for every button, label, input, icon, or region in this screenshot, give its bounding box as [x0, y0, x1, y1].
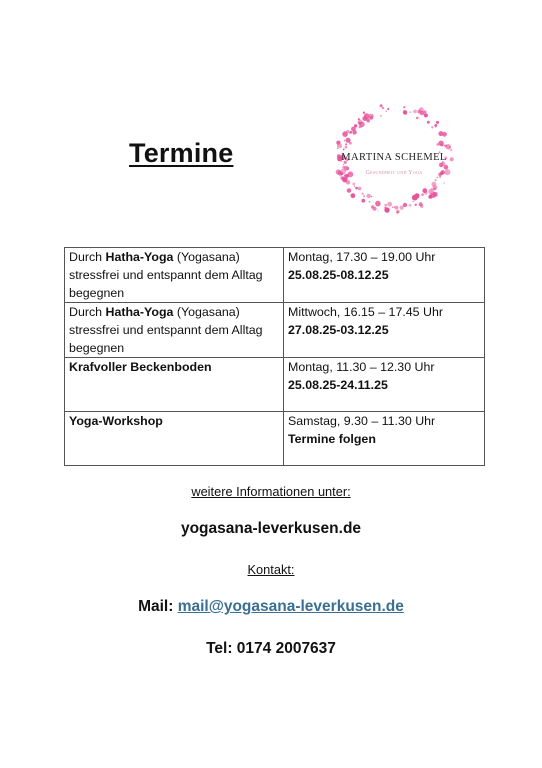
- logo-dot: [354, 186, 355, 187]
- logo-dot: [377, 210, 378, 211]
- logo-dot: [435, 179, 437, 181]
- logo-dot: [386, 111, 387, 112]
- info-label: weitere Informationen unter:: [191, 484, 351, 499]
- logo-dot: [443, 182, 445, 184]
- logo-dot: [387, 108, 389, 110]
- logo-dot: [434, 124, 437, 127]
- logo-dot: [424, 113, 428, 117]
- phone-number: Tel: 0174 2007637: [206, 640, 336, 657]
- logo-dot: [359, 127, 361, 129]
- logo-dot: [358, 187, 362, 191]
- logo-dot: [394, 206, 396, 208]
- table-row: [65, 358, 485, 412]
- course-name: Hatha-Yoga: [105, 250, 174, 264]
- course-cell: [65, 248, 284, 303]
- time-cell: [284, 303, 485, 358]
- logo-dot: [392, 206, 394, 208]
- logo-dot: [421, 193, 424, 196]
- logo-dot: [367, 121, 368, 122]
- logo-dot: [369, 201, 371, 203]
- logo-dot: [375, 201, 381, 207]
- course-text: Durch: [69, 250, 106, 264]
- logo-dot: [403, 106, 405, 108]
- logo-dot: [410, 111, 412, 113]
- logo-dot: [438, 141, 443, 146]
- logo-dot: [449, 146, 451, 148]
- logo-dot: [382, 107, 384, 109]
- course-cell: [65, 412, 284, 466]
- logo-dot: [337, 148, 339, 150]
- logo-dot: [358, 118, 360, 120]
- course-dates: Termine folgen: [288, 432, 376, 446]
- logo-dot: [414, 193, 419, 198]
- logo-dot: [384, 207, 386, 209]
- logo-dot: [342, 131, 348, 137]
- table-row: [65, 248, 485, 303]
- logo-dot: [380, 115, 382, 117]
- logo-dot: [367, 194, 371, 198]
- logo-dot: [352, 130, 356, 134]
- logo-dot: [351, 193, 356, 198]
- logo-dot: [436, 143, 439, 146]
- logo-name: MARTINA SCHEMEL: [341, 152, 447, 163]
- logo-dot: [431, 182, 436, 187]
- logo-dot: [359, 122, 365, 128]
- logo-dot: [419, 202, 423, 206]
- logo-dot: [396, 211, 398, 213]
- logo-dot: [354, 124, 357, 127]
- course-time: Montag, 11.30 – 12.30 Uhr: [288, 360, 435, 374]
- logo-dot: [363, 196, 365, 198]
- course-time: Mittwoch, 16.15 – 17.45 Uhr: [288, 305, 443, 319]
- time-cell: [284, 412, 485, 466]
- logo-dot: [362, 193, 364, 195]
- logo-dot: [352, 183, 355, 186]
- course-text: Durch: [69, 305, 106, 319]
- time-cell: [284, 248, 485, 303]
- course-cell: [65, 303, 284, 358]
- contact-label: Kontakt:: [247, 562, 295, 577]
- logo-dot: [345, 143, 347, 145]
- logo-dot: [416, 117, 419, 120]
- logo-dot: [409, 204, 412, 207]
- course-time: Montag, 17.30 – 19.00 Uhr: [288, 250, 436, 264]
- logo-dot: [427, 121, 430, 124]
- course-time: Samstag, 9.30 – 11.30 Uhr: [288, 414, 436, 428]
- logo-dot: [400, 206, 404, 210]
- course-dates: 25.08.25-08.12.25: [288, 268, 389, 282]
- logo-dot: [436, 121, 439, 124]
- logo-dot: [438, 131, 443, 136]
- course-name: Yoga-Workshop: [69, 414, 163, 428]
- logo-dot: [433, 192, 438, 197]
- mail-label: Mail:: [138, 598, 178, 615]
- logo-dot: [431, 188, 433, 190]
- logo-dot: [380, 104, 383, 107]
- logo-dot: [371, 196, 372, 197]
- mail-line: [0, 598, 542, 616]
- logo-dot: [431, 126, 433, 128]
- course-name: Krafvoller Beckenboden: [69, 360, 212, 374]
- schedule-table: [64, 247, 485, 466]
- logo-dot: [387, 202, 392, 207]
- table-row: [65, 303, 485, 358]
- course-name: Hatha-Yoga: [105, 305, 174, 319]
- logo-dot: [349, 132, 351, 134]
- course-dates: 27.08.25-03.12.25: [288, 323, 389, 337]
- logo-dot: [336, 141, 340, 145]
- website-text: yogasana-leverkusen.de: [180, 520, 362, 537]
- logo-dot: [450, 149, 452, 151]
- logo-dot: [384, 204, 387, 207]
- logo-dot: [387, 212, 388, 213]
- logo-dot: [343, 149, 345, 151]
- logo-dot: [413, 110, 417, 114]
- logo-dot: [371, 205, 374, 208]
- logo-dot: [437, 177, 439, 179]
- logo-dot: [363, 112, 365, 114]
- course-cell: [65, 358, 284, 412]
- logo-dot: [444, 165, 449, 170]
- logo-dot: [347, 188, 352, 193]
- course-text: (Yogasana) stressfrei und entspannt dem Alltag begegnen: [69, 305, 263, 355]
- page-title: Termine: [129, 138, 234, 168]
- mail-link[interactable]: mail@yogasana-leverkusen.de: [177, 598, 404, 615]
- logo-dot: [343, 164, 344, 165]
- logo-dot: [343, 178, 348, 183]
- logo-dot: [345, 146, 348, 149]
- logo-dot: [423, 110, 426, 113]
- logo-dot: [413, 201, 414, 202]
- logo-dot: [346, 138, 351, 143]
- logo-dot: [361, 199, 365, 203]
- logo-dot: [355, 187, 358, 190]
- logo-dot: [428, 195, 432, 199]
- brand-logo: [326, 96, 462, 220]
- table-row: [65, 412, 485, 466]
- time-cell: [284, 358, 485, 412]
- logo-tagline: Gesundheit und Yoga: [365, 170, 423, 176]
- logo-dot: [415, 204, 417, 206]
- logo-dot: [403, 110, 407, 114]
- logo-dot: [369, 114, 374, 119]
- course-dates: 25.08.25-24.11.25: [288, 378, 388, 392]
- logo-dot: [344, 140, 346, 142]
- course-text: (Yogasana) stressfrei und entspannt dem Alltag begegnen: [69, 250, 263, 300]
- logo-dot: [342, 166, 345, 169]
- logo-dot: [422, 188, 427, 193]
